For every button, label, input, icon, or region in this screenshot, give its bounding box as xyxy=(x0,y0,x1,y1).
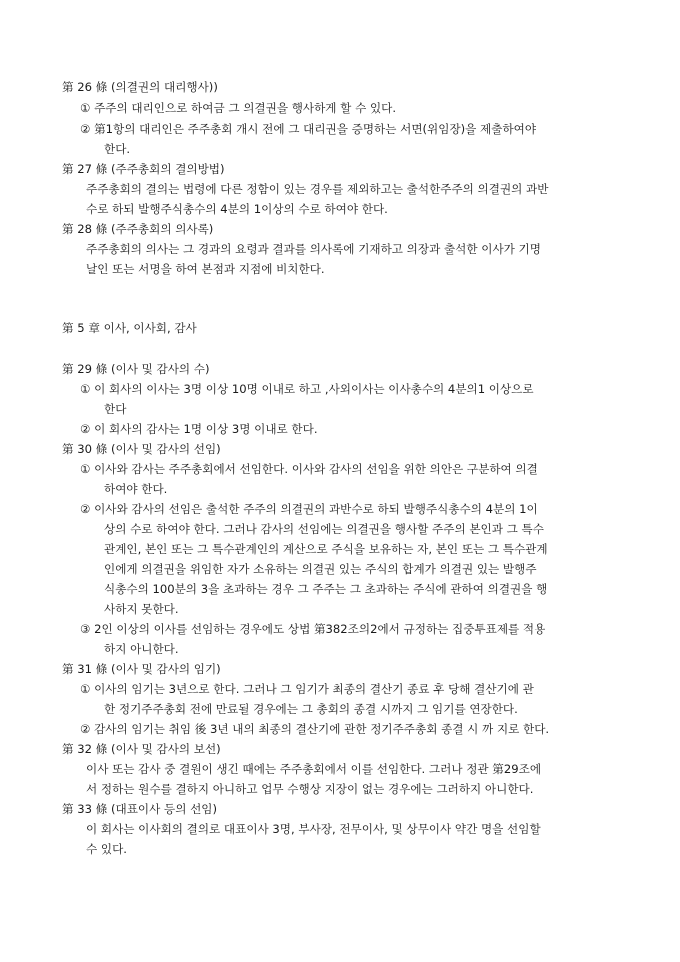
article-30-clause-1: ① 이사와 감사는 주주총회에서 선임한다. 이사와 감사의 선임을 위한 의안은 구분하여 의결 xyxy=(80,462,538,476)
article-31-heading: 第 31 條 (이사 및 감사의 임기) xyxy=(62,662,221,676)
article-30-heading: 第 30 條 (이사 및 감사의 선임) xyxy=(62,442,221,456)
article-26-clause-2: ② 第1항의 대리인은 주주총회 개시 전에 그 대리권을 증명하는 서면(위임장)을 제출하여야 xyxy=(80,122,537,136)
article-28-heading: 第 28 條 (주주총회의 의사록) xyxy=(62,222,214,236)
article-30-clause-2-cont-1: 상의 수로 하여야 한다. 그러나 감사의 선임에는 의결권을 행사할 주주의 본인과 그 특수 xyxy=(104,522,544,536)
article-30-clause-2: ② 이사와 감사의 선임은 출석한 주주의 의결권의 과반수로 하되 발행주식총수의 4분의 1이 xyxy=(80,502,538,516)
article-31-clause-1-cont: 한 정기주주총회 전에 만료될 경우에는 그 총회의 종결 시까지 그 임기를 연장한다. xyxy=(104,702,518,716)
article-30-clause-3: ③ 2인 이상의 이사를 선임하는 경우에도 상법 第382조의2에서 규정하는 집중투표제를 적용 xyxy=(80,622,546,636)
article-26-clause-1: ① 주주의 대리인으로 하여금 그 의결권을 행사하게 할 수 있다. xyxy=(80,101,397,115)
article-29-clause-1: ① 이 회사의 이사는 3명 이상 10명 이내로 하고 ,사외이사는 이사총수의 4분의1 이상으로 xyxy=(80,382,534,396)
article-27-body: 주주총회의 결의는 법령에 다른 정함이 있는 경우를 제외하고는 출석한주주의 의결권의 과반 xyxy=(86,182,549,196)
article-28-body-cont: 날인 또는 서명을 하여 본점과 지점에 비치한다. xyxy=(86,262,325,276)
article-30-clause-2-cont-3: 인에게 의결권을 위임한 자가 소유하는 의결권 있는 주식의 합계가 의결권 있는 발행주 xyxy=(104,562,537,576)
article-28-body: 주주총회의 의사는 그 경과의 요령과 결과를 의사록에 기재하고 의장과 출석한 이사가 기명 xyxy=(86,242,541,256)
article-29-clause-1-cont: 한다 xyxy=(104,402,127,416)
article-32-heading: 第 32 條 (이사 및 감사의 보선) xyxy=(62,742,221,756)
article-31-clause-2: ② 감사의 임기는 취임 後 3년 내의 최종의 결산기에 관한 정기주주총회 종결 시 까 지로 한다. xyxy=(80,722,550,736)
article-30-clause-2-cont-4: 식총수의 100분의 3을 초과하는 경우 그 주주는 그 초과하는 주식에 관하여 의결권을 행 xyxy=(104,582,548,596)
chapter-5-title: 第 5 章 이사, 이사회, 감사 xyxy=(62,321,197,335)
article-27-heading: 第 27 條 (주주총회의 결의방법) xyxy=(62,162,225,176)
article-26-clause-2-cont: 한다. xyxy=(104,142,131,156)
article-33-body-cont: 수 있다. xyxy=(86,842,127,856)
article-30-clause-3-cont: 하지 아니한다. xyxy=(104,642,179,656)
article-33-heading: 第 33 條 (대표이사 등의 선임) xyxy=(62,802,218,816)
article-30-clause-1-cont: 하여야 한다. xyxy=(104,482,168,496)
article-29-clause-2: ② 이 회사의 감사는 1명 이상 3명 이내로 한다. xyxy=(80,422,318,436)
article-30-clause-2-cont-2: 관계인, 본인 또는 그 특수관계인의 계산으로 주식을 보유하는 자, 본인 또는 그 특수관계 xyxy=(104,542,548,556)
article-31-clause-1: ① 이사의 임기는 3년으로 한다. 그러나 그 임기가 최종의 결산기 종료 후 당해 결산기에 관 xyxy=(80,682,534,696)
article-32-body-cont: 서 정하는 원수를 결하지 아니하고 업무 수행상 지장이 없는 경우에는 그러하지 아니한다. xyxy=(86,782,534,796)
article-26-heading: 第 26 條 (의결권의 대리행사)) xyxy=(62,80,218,94)
article-33-body: 이 회사는 이사회의 결의로 대표이사 3명, 부사장, 전무이사, 및 상무이사 약간 명을 선임할 xyxy=(86,822,541,836)
article-27-body-cont: 수로 하되 발행주식총수의 4분의 1이상의 수로 하여야 한다. xyxy=(86,202,388,216)
article-29-heading: 第 29 條 (이사 및 감사의 수) xyxy=(62,362,210,376)
article-32-body: 이사 또는 감사 중 결원이 생긴 때에는 주주총회에서 이를 선임한다. 그러나 정관 第29조에 xyxy=(86,762,542,776)
article-30-clause-2-cont-5: 사하지 못한다. xyxy=(104,602,179,616)
